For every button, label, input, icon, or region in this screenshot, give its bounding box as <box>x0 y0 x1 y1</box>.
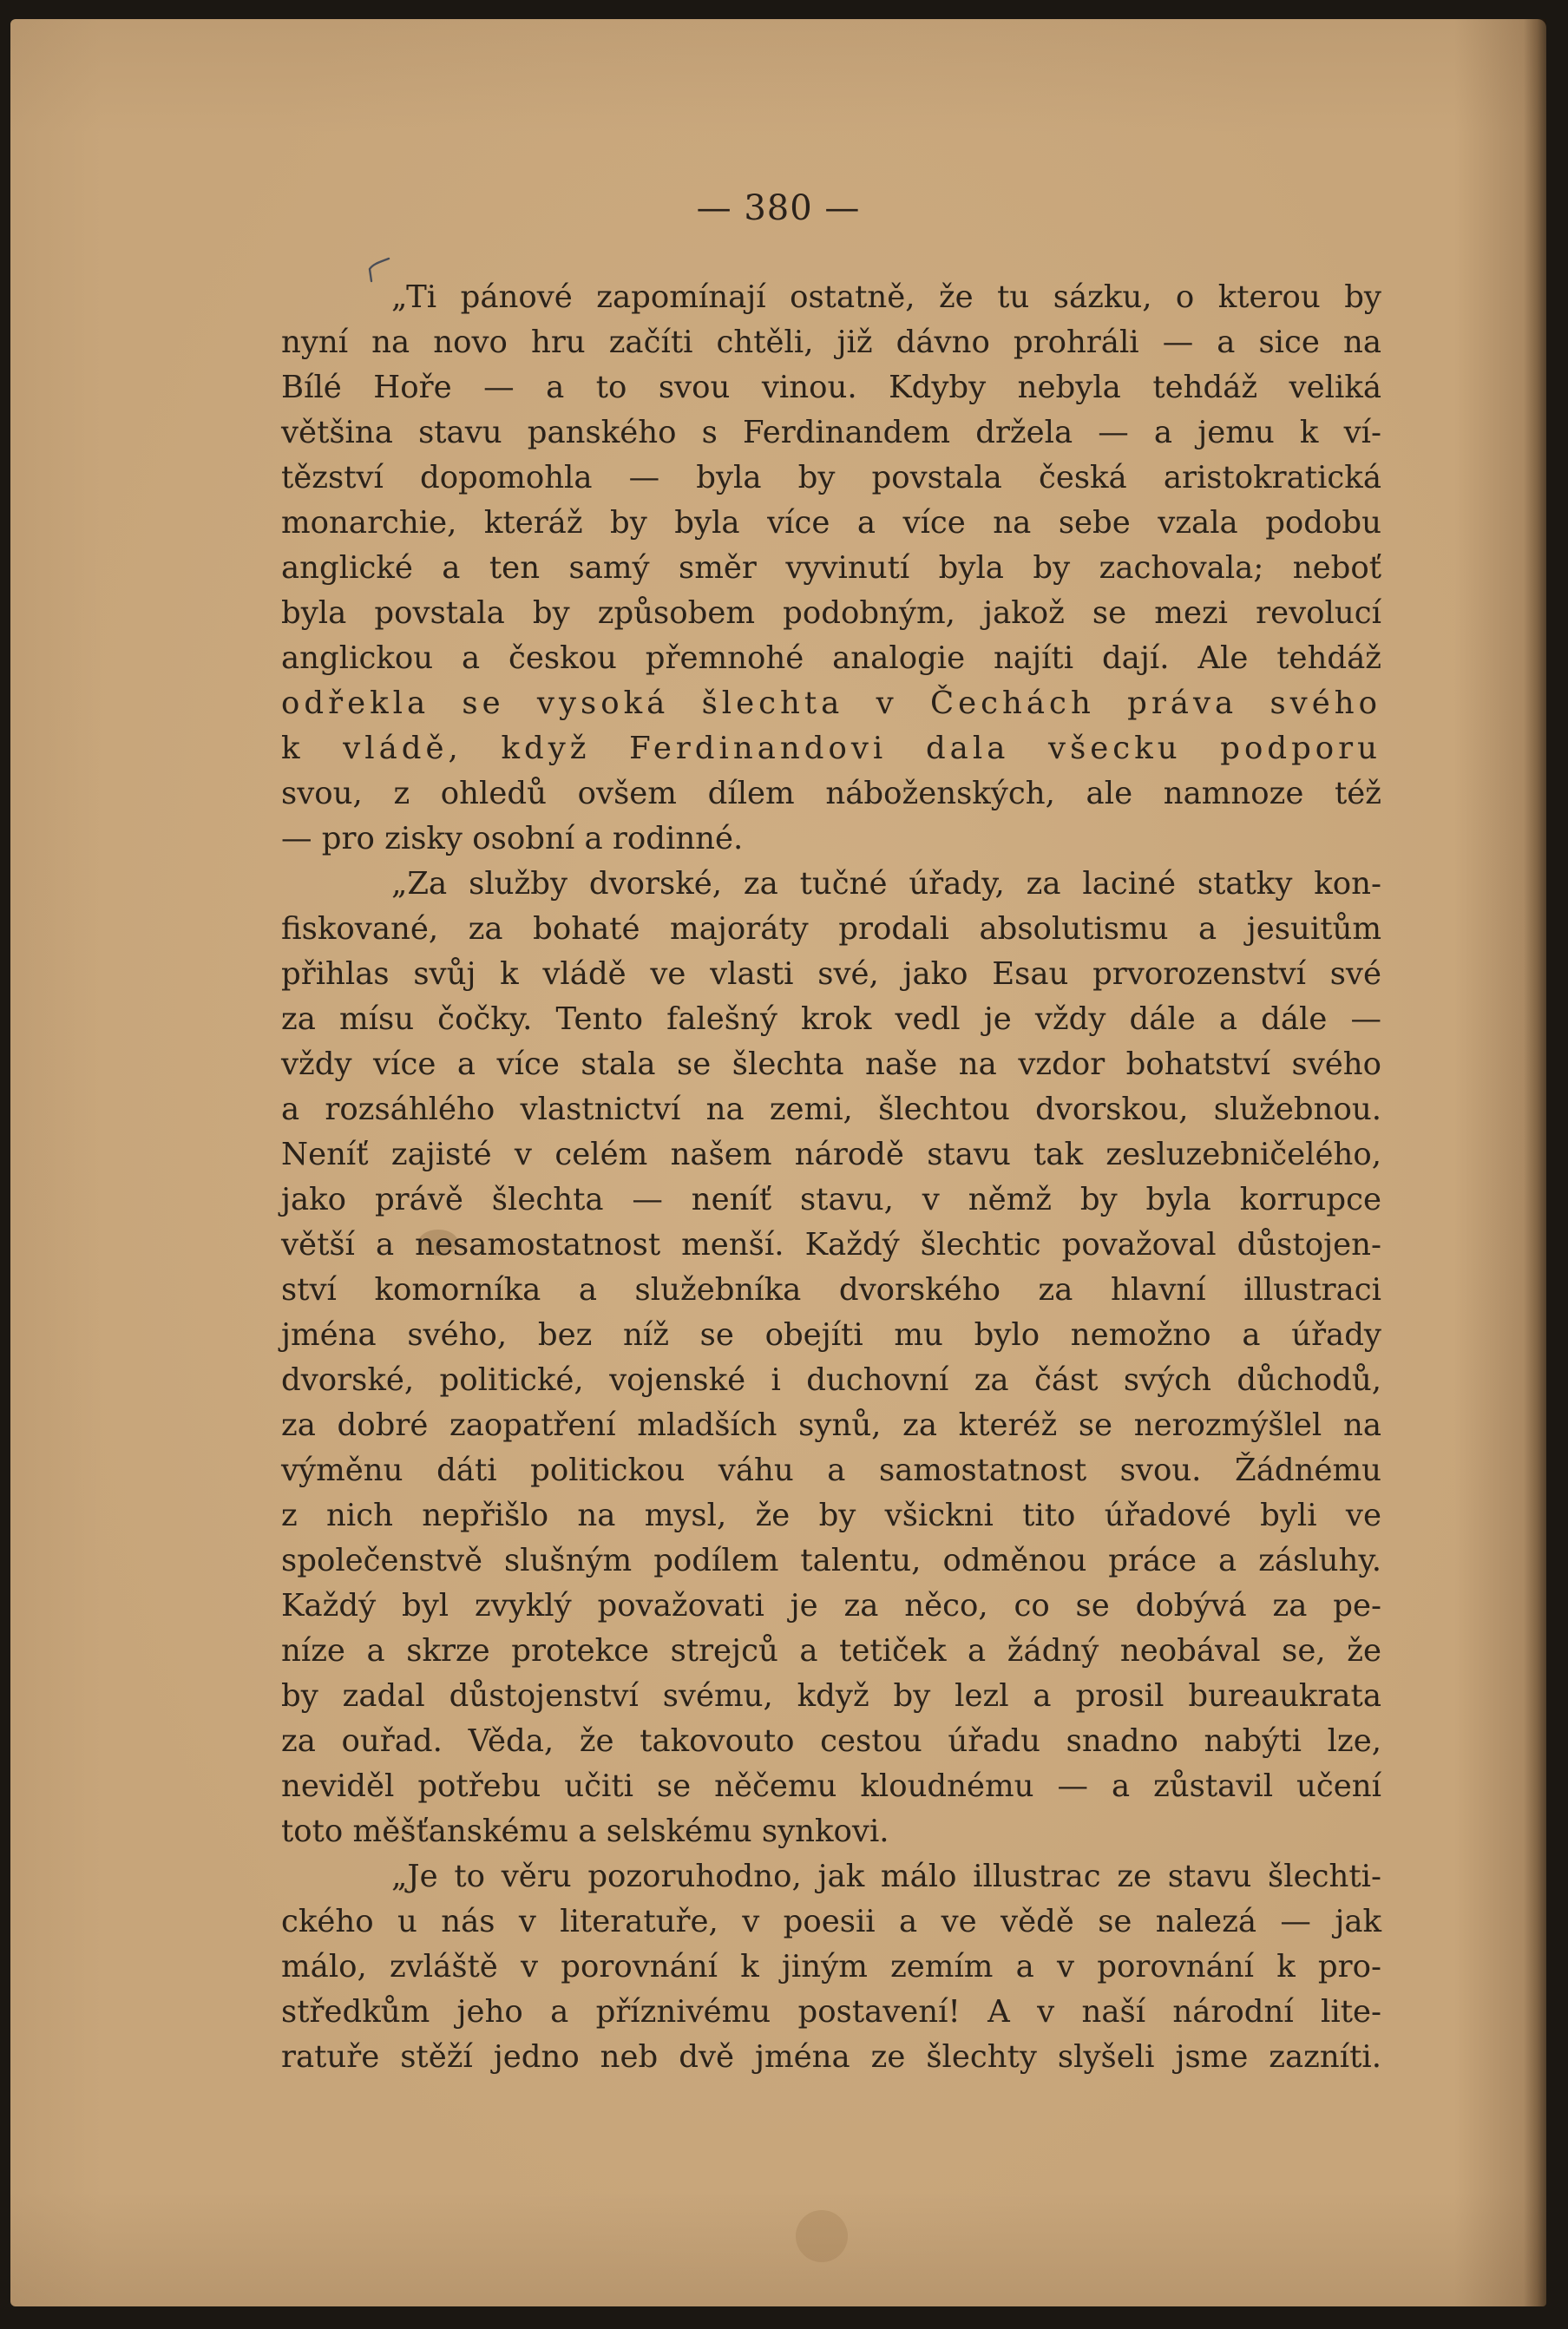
text-line: neviděl potřebu učiti se něčemu kloudnému — a zůstavil učení <box>281 1768 1381 1804</box>
text-line: málo, zvláště v porovnání k jiným zemím a v porovnání k pro- <box>281 1949 1381 1985</box>
text-line-spaced: odřekla se vysoká šlechta v Čechách práva svého <box>281 686 1381 721</box>
text-line: níze a skrze protekce strejců a tetiček a žádný neobával se, že <box>281 1633 1381 1669</box>
page-number: — 380 — <box>696 188 861 228</box>
text-line: anglické a ten samý směr vyvinutí byla by zachovala; neboť <box>281 550 1381 586</box>
text-line: za dobré zaopatření mladších synů, za kteréž se nerozmýšlel na <box>281 1407 1381 1443</box>
text-line: za ouřad. Věda, že takovouto cestou úřadu snadno nabýti lze, <box>281 1723 1381 1759</box>
page-spine-shadow <box>1524 19 1546 2306</box>
text-line: monarchie, kteráž by byla více a více na sebe vzala podobu <box>281 505 1381 541</box>
text-line: jako právě šlechta — neníť stavu, v němž by byla korrupce <box>281 1182 1381 1217</box>
text-line: fiskované, za bohaté majoráty prodali absolutismu a jesuitům <box>281 911 1381 947</box>
text-line: jména svého, bez níž se obejíti mu bylo nemožno a úřady <box>281 1317 1381 1353</box>
text-line: — pro zisky osobní a rodinné. <box>281 821 744 856</box>
text-line: byla povstala by způsobem podobným, jakož se mezi revolucí <box>281 595 1381 631</box>
text-line: za mísu čočky. Tento falešný krok vedl je vždy dále a dále — <box>281 1001 1381 1037</box>
text-line: většina stavu panského s Ferdinandem držela — a jemu k ví- <box>281 415 1381 450</box>
text-line: by zadal důstojenství svému, když by lezl a prosil bureaukrata <box>281 1678 1381 1714</box>
text-line-spaced: k vládě, když Ferdinandovi dala všecku podporu <box>281 731 1381 766</box>
text-line: Neníť zajisté v celém našem národě stavu tak zesluzebničelého, <box>281 1137 1381 1172</box>
book-page <box>10 19 1546 2306</box>
text-line: nyní na novo hru začíti chtěli, již dávno prohráli — a sice na <box>281 325 1381 360</box>
text-line: a rozsáhlého vlastnictví na zemi, šlechtou dvorskou, služebnou. <box>281 1092 1381 1127</box>
text-line: toto měšťanskému a selskému synkovi. <box>281 1814 889 1849</box>
text-line: svou, z ohledů ovšem dílem náboženských, ale namnoze též <box>281 776 1381 811</box>
text-line: „Je to věru pozoruhodno, jak málo illustrac ze stavu šlechti- <box>391 1859 1381 1894</box>
text-line: anglickou a českou přemnohé analogie najíti dají. Ale tehdáž <box>281 640 1381 676</box>
text-line: výměnu dáti politickou váhu a samostatnost svou. Žádnému <box>281 1453 1381 1488</box>
body-text <box>281 275 1381 2080</box>
text-line: tězství dopomohla — byla by povstala česká aristokratická <box>281 460 1381 495</box>
text-line: z nich nepřišlo na mysl, že by všickni tito úřadové byli ve <box>281 1498 1381 1533</box>
text-line: ství komorníka a služebníka dvorského za hlavní illustraci <box>281 1272 1381 1308</box>
text-line: „Ti pánové zapomínají ostatně, že tu sázku, o kterou by <box>391 279 1381 315</box>
paper-stain <box>796 2210 848 2262</box>
text-line: vždy více a více stala se šlechta naše na vzdor bohatství svého <box>281 1046 1381 1082</box>
text-line: společenstvě slušným podílem talentu, odměnou práce a zásluhy. <box>281 1543 1381 1578</box>
text-line: Bílé Hoře — a to svou vinou. Kdyby nebyla tehdáž veliká <box>281 370 1381 405</box>
text-line: „Za služby dvorské, za tučné úřady, za laciné statky kon- <box>391 866 1381 902</box>
text-line: středkům jeho a příznivému postavení! A v naší národní lite- <box>281 1994 1381 2030</box>
text-line: přihlas svůj k vládě ve vlasti své, jako Esau prvorozenství své <box>281 956 1381 992</box>
text-line: dvorské, politické, vojenské i duchovní za část svých důchodů, <box>281 1362 1381 1398</box>
text-line: Každý byl zvyklý považovati je za něco, co se dobývá za pe- <box>281 1588 1381 1624</box>
text-line: větší a nesamostatnost menší. Každý šlechtic považoval důstojen- <box>281 1227 1381 1263</box>
text-line: ckého u nás v literatuře, v poesii a ve vědě se nalezá — jak <box>281 1904 1381 1939</box>
text-line: ratuře stěží jedno neb dvě jména ze šlechty slyšeli jsme zazníti. <box>281 2039 1381 2075</box>
